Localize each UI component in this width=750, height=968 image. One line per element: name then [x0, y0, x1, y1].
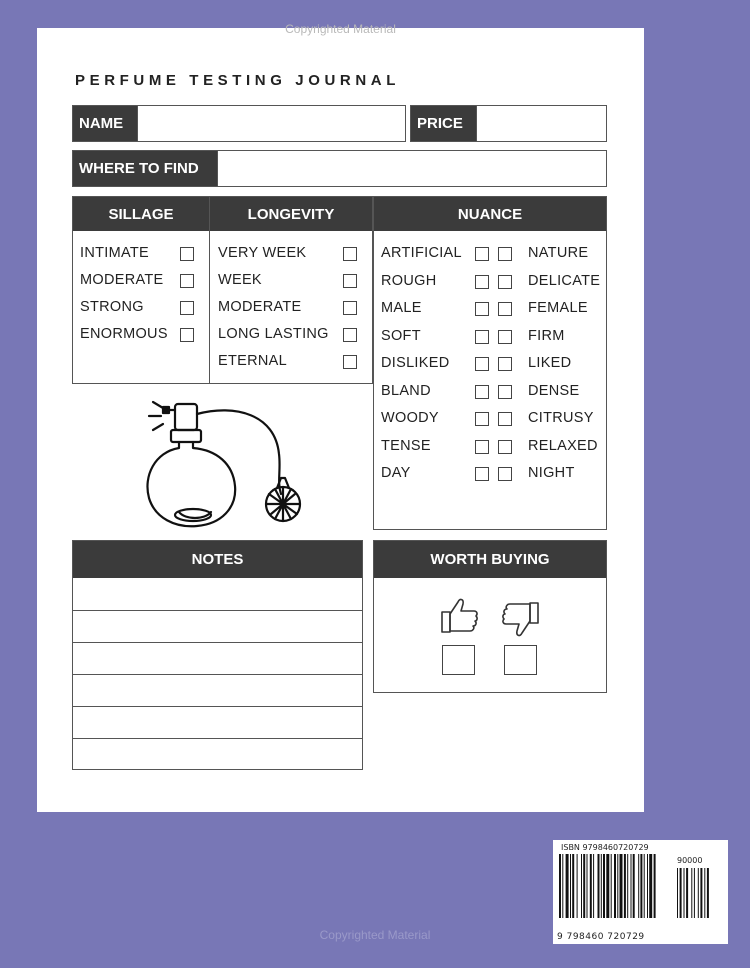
sillage-option-checkbox[interactable] — [180, 328, 194, 342]
nuance-left-checkbox[interactable] — [475, 412, 489, 426]
nuance-left-checkbox[interactable] — [475, 275, 489, 289]
sillage-longevity-box — [72, 196, 373, 384]
sillage-option-label: INTIMATE — [80, 245, 149, 261]
barcode-bar — [590, 854, 592, 918]
nuance-left-label: TENSE — [381, 437, 431, 454]
nuance-left-label: ARTIFICIAL — [381, 245, 462, 261]
nuance-left-label: SOFT — [381, 327, 421, 344]
sillage-header: SILLAGE — [73, 197, 209, 231]
name-input[interactable] — [137, 106, 405, 141]
sillage-option-label: STRONG — [80, 299, 144, 315]
notes-box — [72, 540, 363, 770]
nuance-left-label: WOODY — [381, 410, 439, 426]
page-title: PERFUME TESTING JOURNAL — [75, 72, 400, 89]
barcode-bar — [606, 854, 609, 918]
nuance-left-label: DAY — [381, 465, 411, 481]
nuance-right-checkbox[interactable] — [498, 385, 512, 399]
nuance-right-checkbox[interactable] — [498, 275, 512, 289]
barcode-bar — [581, 854, 582, 918]
nuance-right-checkbox[interactable] — [498, 357, 512, 371]
barcode-bar — [559, 854, 561, 918]
longevity-header: LONGEVITY — [210, 197, 372, 231]
barcode-addon-bar — [700, 868, 702, 918]
column-divider — [209, 197, 210, 383]
barcode-bar — [647, 854, 648, 918]
worth-buying-header: WORTH BUYING — [374, 541, 606, 578]
barcode-bar — [640, 854, 642, 918]
barcode-addon-bar — [698, 868, 699, 918]
barcode-bar — [644, 854, 645, 918]
barcode-bar — [638, 854, 639, 918]
nuance-right-label: NIGHT — [528, 465, 575, 481]
barcode-digits: 9 798460 720729 — [557, 932, 645, 942]
thumbs-down-icon — [500, 599, 540, 639]
nuance-left-label: DISLIKED — [381, 355, 450, 371]
barcode-addon-bar — [686, 868, 688, 918]
longevity-option-checkbox[interactable] — [343, 355, 357, 369]
worth-buying-no-checkbox[interactable] — [504, 645, 537, 675]
barcode-bar — [649, 854, 652, 918]
where-field-row — [72, 150, 607, 187]
nuance-right-checkbox[interactable] — [498, 247, 512, 261]
longevity-option-label: WEEK — [218, 272, 262, 288]
nuance-right-label: FIRM — [528, 327, 565, 344]
nuance-right-checkbox[interactable] — [498, 440, 512, 454]
worth-buying-box — [373, 540, 607, 693]
nuance-left-label: BLAND — [381, 382, 431, 399]
barcode-bar — [603, 854, 605, 918]
barcode-bar — [598, 854, 600, 918]
longevity-option-checkbox[interactable] — [343, 301, 357, 315]
nuance-right-label: NATURE — [528, 245, 589, 261]
price-label: PRICE — [411, 106, 476, 141]
notes-input[interactable] — [73, 578, 362, 768]
barcode-bar — [587, 854, 588, 918]
name-label: NAME — [73, 106, 137, 141]
barcode-bar — [617, 854, 618, 918]
price-code: 90000 — [677, 856, 703, 865]
barcode-addon-bar — [677, 868, 678, 918]
name-field-row — [72, 105, 406, 142]
nuance-left-label: MALE — [381, 300, 422, 316]
barcode-bar — [624, 854, 626, 918]
barcode-bar — [620, 854, 623, 918]
watermark-bottom: Copyrighted Material — [319, 928, 431, 942]
nuance-left-checkbox[interactable] — [475, 302, 489, 316]
nuance-left-checkbox[interactable] — [475, 247, 489, 261]
barcode-bar — [570, 854, 571, 918]
sillage-option-checkbox[interactable] — [180, 301, 194, 315]
longevity-option-checkbox[interactable] — [343, 328, 357, 342]
barcode-bar — [631, 854, 632, 918]
barcode-bar — [593, 854, 594, 918]
nuance-right-label: DENSE — [528, 382, 580, 399]
nuance-right-checkbox[interactable] — [498, 467, 512, 481]
sillage-option-label: MODERATE — [80, 272, 164, 288]
price-input[interactable] — [476, 106, 606, 141]
barcode-bar — [566, 854, 569, 918]
barcode-bar — [611, 854, 612, 918]
barcode-bar — [562, 854, 563, 918]
barcode-bar — [627, 854, 628, 918]
barcode-addon-bar — [707, 868, 709, 918]
perfume-bottle-icon — [145, 394, 305, 532]
nuance-right-label: RELAXED — [528, 437, 598, 454]
price-field-row — [410, 105, 607, 142]
barcode-addon-bar — [704, 868, 705, 918]
nuance-right-checkbox[interactable] — [498, 412, 512, 426]
nuance-right-label: DELICATE — [528, 272, 601, 289]
thumbs-up-icon — [440, 596, 480, 636]
barcode-bar — [614, 854, 616, 918]
longevity-option-checkbox[interactable] — [343, 274, 357, 288]
barcode-bar — [572, 854, 574, 918]
barcode-bar — [633, 854, 635, 918]
barcode-addon-bar — [684, 868, 685, 918]
barcode-bar — [583, 854, 585, 918]
barcode-bar — [601, 854, 602, 918]
notes-header: NOTES — [73, 541, 362, 578]
nuance-left-checkbox[interactable] — [475, 467, 489, 481]
journal-page — [37, 22, 644, 812]
nuance-right-label: FEMALE — [528, 300, 588, 316]
nuance-right-label: LIKED — [528, 355, 572, 371]
barcode-bar — [654, 854, 656, 918]
nuance-left-checkbox[interactable] — [475, 440, 489, 454]
nuance-left-checkbox[interactable] — [475, 385, 489, 399]
nuance-header: NUANCE — [374, 197, 606, 231]
barcode-addon-bar — [691, 868, 692, 918]
nuance-left-checkbox[interactable] — [475, 330, 489, 344]
sillage-option-checkbox[interactable] — [180, 274, 194, 288]
barcode-bar — [577, 854, 578, 918]
longevity-option-label: VERY WEEK — [218, 245, 307, 261]
sillage-option-label: ENORMOUS — [80, 326, 168, 342]
barcode-addon-bar — [680, 868, 682, 918]
nuance-right-checkbox[interactable] — [498, 330, 512, 344]
longevity-option-label: LONG LASTING — [218, 326, 329, 342]
longevity-option-checkbox[interactable] — [343, 247, 357, 261]
where-to-find-label: WHERE TO FIND — [73, 151, 217, 186]
nuance-box — [373, 196, 607, 530]
isbn-label: ISBN 9798460720729 — [561, 843, 649, 852]
worth-buying-yes-checkbox[interactable] — [442, 645, 475, 675]
barcode-icon — [559, 854, 725, 934]
longevity-option-label: ETERNAL — [218, 353, 287, 369]
where-to-find-input[interactable] — [217, 151, 606, 186]
nuance-left-label: ROUGH — [381, 272, 437, 289]
nuance-left-checkbox[interactable] — [475, 357, 489, 371]
longevity-option-label: MODERATE — [218, 299, 302, 315]
sillage-option-checkbox[interactable] — [180, 247, 194, 261]
nuance-right-label: CITRUSY — [528, 410, 594, 426]
watermark-top: Copyrighted Material — [285, 22, 396, 36]
barcode-addon-bar — [694, 868, 695, 918]
nuance-right-checkbox[interactable] — [498, 302, 512, 316]
